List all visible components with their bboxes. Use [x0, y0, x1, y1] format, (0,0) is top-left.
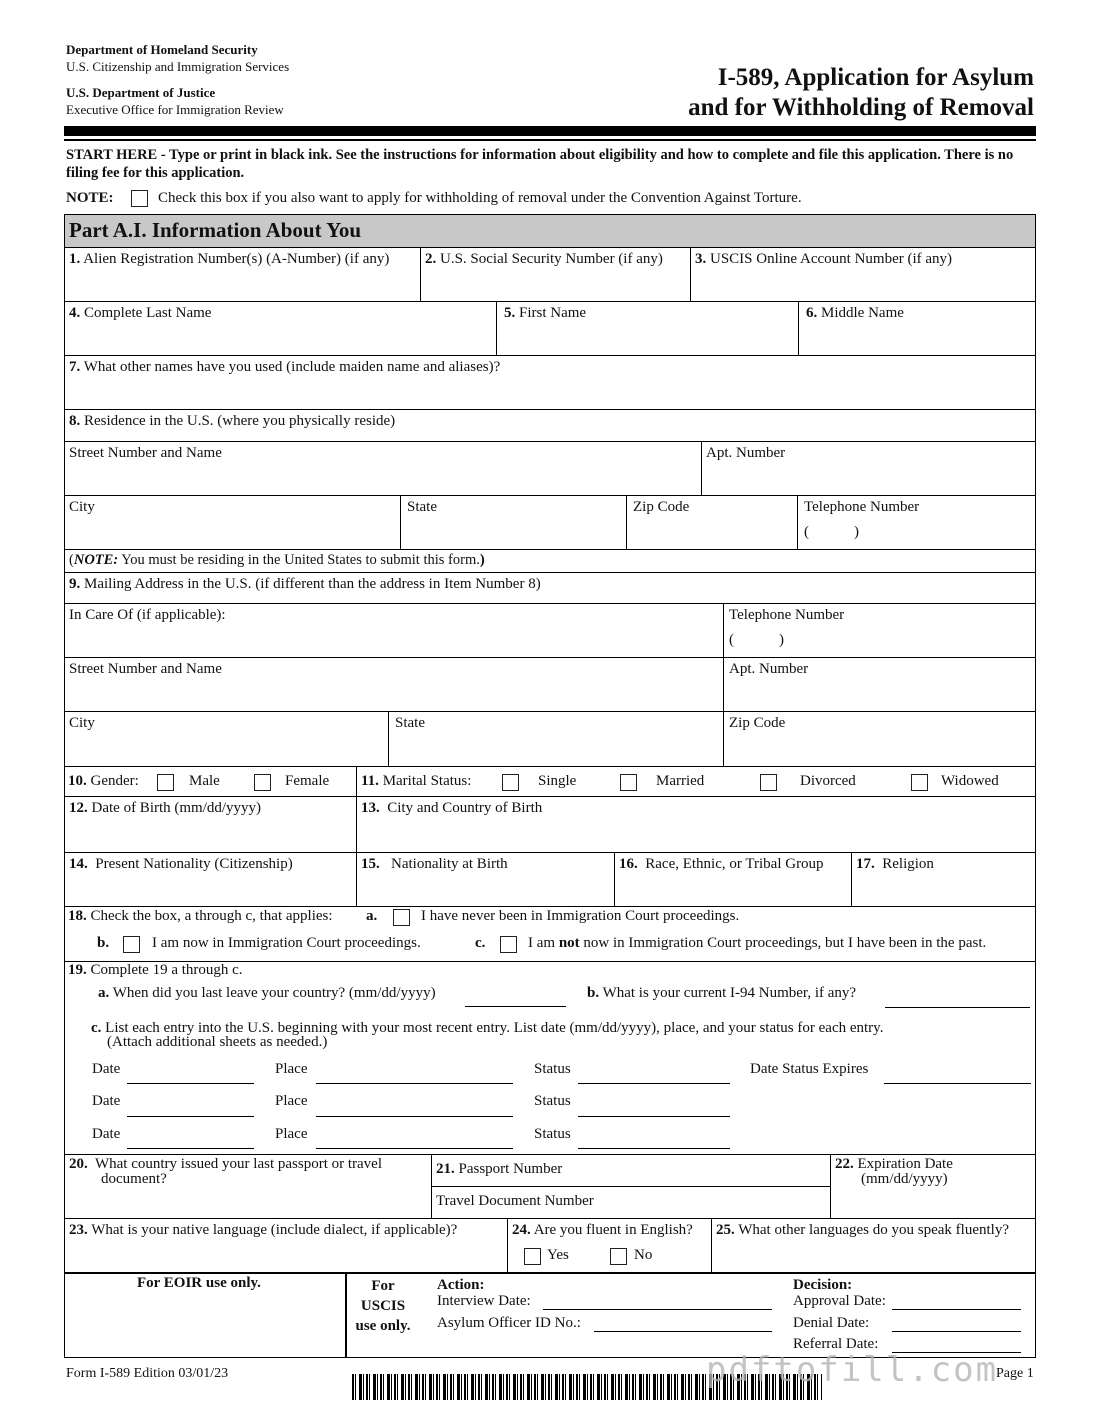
f17-num: 17. — [856, 856, 875, 872]
f16-label: Race, Ethnic, or Tribal Group — [645, 856, 824, 872]
field-a-number[interactable] — [65, 248, 421, 302]
interview-date-input[interactable] — [543, 1309, 772, 1310]
officer-label: Asylum Officer ID No.: — [437, 1315, 581, 1331]
f8-street-label: Street Number and Name — [69, 445, 222, 461]
f9-city-label: City — [69, 715, 95, 731]
official-divider — [345, 1273, 347, 1358]
f9-street-label: Street Number and Name — [69, 661, 222, 677]
f19-a-text: When did you last leave your country? (mm/dd/yyyy) — [112, 985, 436, 1001]
entry3-status-input[interactable] — [578, 1148, 730, 1149]
f3-num: 3. — [695, 251, 707, 267]
f7-num: 7. — [69, 359, 81, 375]
field-other-languages[interactable] — [712, 1219, 1035, 1273]
field-residence-street[interactable] — [65, 442, 702, 496]
note2-text: You must be residing in the United States to submit this form. — [118, 552, 480, 568]
form-edition: Form I-589 Edition 03/01/23 — [66, 1366, 229, 1381]
field-expiration[interactable] — [831, 1155, 1035, 1219]
part-title: Part A.I. Information About You — [65, 215, 1035, 248]
f8-zip-label: Zip Code — [633, 499, 690, 515]
field-nationality-birth[interactable] — [357, 853, 615, 907]
f19-a: a. — [98, 985, 110, 1001]
note2-bold: NOTE: — [73, 552, 119, 568]
uscis-use-1: For — [371, 1278, 395, 1294]
decision-label: Decision: — [793, 1277, 853, 1293]
marital-divorced-label: Divorced — [800, 773, 856, 789]
f9-apt-label: Apt. Number — [729, 661, 809, 677]
header-rule — [64, 126, 1036, 136]
f19-a-label — [98, 985, 436, 1002]
field-passport-country[interactable] — [65, 1155, 432, 1219]
f12-label: Date of Birth (mm/dd/yyyy) — [91, 800, 262, 816]
gender-male-checkbox[interactable] — [157, 774, 174, 791]
note-label: NOTE: — [66, 190, 114, 206]
f18-c-post: now in Immigration Court proceedings, but I have been in the past. — [579, 935, 987, 951]
f9-state-label: State — [395, 715, 425, 731]
field-nationality[interactable] — [65, 853, 357, 907]
f20-label: What country issued your last passport or travel — [94, 1156, 382, 1172]
field-mail-state[interactable] — [389, 712, 724, 767]
header-rule-thin — [64, 139, 1036, 141]
field-residence-apt[interactable] — [702, 442, 1035, 496]
field-native-language[interactable] — [65, 1219, 508, 1273]
marital-married-label: Married — [656, 773, 705, 789]
f18-c: c. — [475, 935, 486, 951]
approval-date-input[interactable] — [892, 1309, 1021, 1310]
entry3-place-label: Place — [275, 1126, 308, 1142]
f13-num: 13. — [361, 800, 380, 816]
marital-single-checkbox[interactable] — [502, 774, 519, 791]
english-yes-label: Yes — [547, 1247, 569, 1263]
field-ssn[interactable] — [421, 248, 691, 302]
cat-note — [66, 190, 802, 207]
f19-num: 19. — [68, 962, 87, 978]
field-first-name[interactable] — [497, 302, 799, 356]
f19-c-text: List each entry into the U.S. beginning with your most recent entry. List date (mm/dd/yyyy), place, and your status for each entry. — [105, 1020, 884, 1036]
entry1-place-input[interactable] — [316, 1083, 513, 1084]
gender-male-label: Male — [189, 773, 220, 789]
f14-num: 14. — [69, 856, 88, 872]
f8-phone-paren: ( ) — [804, 524, 859, 540]
entry1-date-input[interactable] — [127, 1083, 254, 1084]
page-number: Page 1 — [996, 1366, 1034, 1381]
field-other-names[interactable] — [65, 356, 1035, 410]
f7-label: What other names have you used (include maiden name and aliases)? — [83, 359, 501, 375]
f20-label2: document? — [101, 1171, 167, 1187]
entry2-date-input[interactable] — [127, 1116, 254, 1117]
f8-city-label: City — [69, 499, 95, 515]
residency-note — [65, 550, 1035, 573]
f9-phone-label: Telephone Number — [729, 607, 845, 623]
entry1-date-label: Date — [92, 1061, 121, 1077]
field-religion[interactable] — [852, 853, 1035, 907]
f18-b-text: I am now in Immigration Court proceedings. — [152, 935, 421, 951]
dhs-label: Department of Homeland Security — [66, 42, 258, 57]
f20-num: 20. — [69, 1156, 88, 1172]
court-never-checkbox[interactable] — [393, 909, 410, 926]
entry1-status-label: Status — [534, 1061, 571, 1077]
field-mail-apt[interactable] — [724, 658, 1035, 712]
field-birth-place[interactable] — [357, 797, 1035, 853]
marital-married-checkbox[interactable] — [620, 774, 637, 791]
referral-label: Referral Date: — [793, 1336, 879, 1352]
uscis-use-3: use only. — [355, 1318, 411, 1334]
entry1-status-input[interactable] — [578, 1083, 730, 1084]
cat-checkbox[interactable] — [131, 190, 148, 207]
f13-label: City and Country of Birth — [387, 800, 543, 816]
f19-c: c. — [91, 1020, 102, 1036]
f1-num: 1. — [69, 251, 81, 267]
f22-label2: (mm/dd/yyyy) — [861, 1171, 948, 1187]
approval-label: Approval Date: — [793, 1293, 886, 1309]
f9-care-label: In Care Of (if applicable): — [69, 607, 226, 623]
field-last-name[interactable] — [65, 302, 497, 356]
entry1-expires-label: Date Status Expires — [750, 1061, 869, 1077]
marital-divorced-checkbox[interactable] — [760, 774, 777, 791]
mailing-heading — [65, 573, 1035, 604]
officer-id-input[interactable] — [594, 1331, 772, 1332]
entry2-status-label: Status — [534, 1093, 571, 1109]
field-residence-city[interactable] — [65, 496, 401, 550]
f11-num: 11. — [361, 773, 379, 789]
f10-num: 10. — [68, 773, 87, 789]
residence-heading — [65, 410, 1035, 442]
form-title — [688, 63, 1034, 123]
f19-b-label — [587, 985, 856, 1002]
f19-c-text2: (Attach additional sheets as needed.) — [107, 1034, 328, 1050]
f18-c-bold: not — [558, 935, 580, 951]
f5-num: 5. — [504, 305, 516, 321]
field-mail-zip[interactable] — [724, 712, 1035, 767]
court-past-checkbox[interactable] — [500, 936, 517, 953]
f4-label: Complete Last Name — [84, 305, 212, 321]
f18-a: a. — [366, 908, 378, 924]
uscis-label: U.S. Citizenship and Immigration Services — [66, 59, 290, 74]
field-residence-state[interactable] — [401, 496, 627, 550]
f8-apt-label: Apt. Number — [706, 445, 786, 461]
f19-b-text: What is your current I-94 Number, if any? — [602, 985, 857, 1001]
f18-label — [68, 908, 333, 925]
f1-label: Alien Registration Number(s) (A-Number) (if any) — [83, 251, 390, 267]
field-dob[interactable] — [65, 797, 357, 853]
note2-close: ) — [479, 552, 485, 568]
f19-text: Complete 19 a through c. — [90, 962, 243, 978]
f18-a-text: I have never been in Immigration Court proceedings. — [421, 908, 740, 924]
f23-num: 23. — [69, 1222, 88, 1238]
f9-zip-label: Zip Code — [729, 715, 786, 731]
form-title-line1: I-589, Application for Asylum — [717, 64, 1034, 91]
f12-num: 12. — [69, 800, 88, 816]
entry2-place-input[interactable] — [316, 1116, 513, 1117]
field-race[interactable] — [615, 853, 852, 907]
f19-b: b. — [587, 985, 600, 1001]
f11-label: Marital Status: — [382, 773, 472, 789]
marital-label — [361, 773, 471, 790]
f18-c-text — [528, 935, 986, 952]
f25-num: 25. — [716, 1222, 735, 1238]
entry2-status-input[interactable] — [578, 1116, 730, 1117]
uscis-use-2: USCIS — [360, 1298, 406, 1314]
f18-c-pre: I am — [528, 935, 559, 951]
f4-num: 4. — [69, 305, 81, 321]
court-now-checkbox[interactable] — [123, 936, 140, 953]
f2-label: U.S. Social Security Number (if any) — [440, 251, 663, 267]
f18-text: Check the box, a through c, that applies: — [90, 908, 333, 924]
f14-label: Present Nationality (Citizenship) — [95, 856, 293, 872]
gender-female-checkbox[interactable] — [254, 774, 271, 791]
f9-label: Mailing Address in the U.S. (if different than the address in Item Number 8) — [84, 576, 541, 592]
f8-label: Residence in the U.S. (where you physically reside) — [84, 413, 396, 429]
eoir-label: Executive Office for Immigration Review — [66, 102, 284, 117]
field-mail-careof[interactable] — [65, 604, 724, 658]
uscis-use-label — [350, 1276, 416, 1336]
f8-num: 8. — [69, 413, 81, 429]
form-title-line2: and for Withholding of Removal — [688, 94, 1034, 121]
f9-phone-paren: ( ) — [729, 632, 784, 648]
denial-date-input[interactable] — [892, 1331, 1021, 1332]
eoir-use-label: For EOIR use only. — [137, 1275, 261, 1291]
f21-label: Passport Number — [458, 1161, 563, 1177]
field-passport-number[interactable] — [432, 1155, 831, 1187]
doj-label: U.S. Department of Justice — [66, 85, 216, 100]
f18-b: b. — [97, 935, 110, 951]
marital-widowed-label: Widowed — [941, 773, 999, 789]
interview-label: Interview Date: — [437, 1293, 531, 1309]
f24-label: Are you fluent in English? — [533, 1222, 693, 1238]
f15-label: Nationality at Birth — [391, 856, 508, 872]
start-here-text: START HERE - Type or print in black ink. See the instructions for information about eligibility and how to complete and file this application. There is no filing fee for this application. — [66, 147, 1014, 181]
entry1-place-label: Place — [275, 1061, 308, 1077]
f17-label: Religion — [882, 856, 934, 872]
f22-label: Expiration Date — [857, 1156, 953, 1172]
i94-number-input[interactable] — [885, 1007, 1030, 1008]
f25-label: What other languages do you speak fluently? — [738, 1222, 1009, 1238]
f10-label: Gender: — [90, 773, 139, 789]
field-mail-city[interactable] — [65, 712, 389, 767]
english-no-label: No — [634, 1247, 653, 1263]
watermark: pdftofill.com — [706, 1350, 999, 1390]
entry2-date-label: Date — [92, 1093, 121, 1109]
entry3-status-label: Status — [534, 1126, 571, 1142]
marital-single-label: Single — [538, 773, 577, 789]
denial-label: Denial Date: — [793, 1315, 870, 1331]
field-uscis-account[interactable] — [691, 248, 1035, 302]
f6-num: 6. — [806, 305, 818, 321]
f21-travel-label: Travel Document Number — [436, 1193, 594, 1209]
entry3-date-label: Date — [92, 1126, 121, 1142]
f6-label: Middle Name — [821, 305, 904, 321]
entry2-place-label: Place — [275, 1093, 308, 1109]
entry3-date-input[interactable] — [127, 1148, 254, 1149]
field-residence-zip[interactable] — [627, 496, 798, 550]
action-label: Action: — [437, 1277, 485, 1293]
field-mail-street[interactable] — [65, 658, 724, 712]
f8-state-label: State — [407, 499, 437, 515]
note-text: Check this box if you also want to apply for withholding of removal under the Convention Against Torture. — [158, 190, 802, 206]
field-residence-phone[interactable] — [798, 496, 1035, 550]
f9-num: 9. — [69, 576, 81, 592]
entry1-expires-input[interactable] — [884, 1083, 1031, 1084]
gender-female-label: Female — [285, 773, 330, 789]
f18-num: 18. — [68, 908, 87, 924]
f24-num: 24. — [512, 1222, 531, 1238]
field-travel-doc[interactable] — [432, 1187, 831, 1219]
last-left-date-input[interactable] — [465, 1006, 566, 1007]
note2-open: ( — [69, 552, 74, 568]
f8-phone-label: Telephone Number — [804, 499, 920, 515]
english-no-checkbox[interactable] — [610, 1248, 627, 1265]
f16-num: 16. — [619, 856, 638, 872]
f19-label — [68, 962, 243, 979]
f23-label: What is your native language (include dialect, if applicable)? — [91, 1222, 458, 1238]
field-middle-name[interactable] — [799, 302, 1035, 356]
marital-widowed-checkbox[interactable] — [911, 774, 928, 791]
f3-label: USCIS Online Account Number (if any) — [710, 251, 953, 267]
f15-num: 15. — [361, 856, 380, 872]
gender-label — [68, 773, 139, 790]
field-mail-phone[interactable] — [724, 604, 1035, 658]
f2-num: 2. — [425, 251, 437, 267]
f21-num: 21. — [436, 1161, 455, 1177]
f22-num: 22. — [835, 1156, 854, 1172]
english-yes-checkbox[interactable] — [524, 1248, 541, 1265]
f5-label: First Name — [519, 305, 587, 321]
official-rule — [64, 1272, 1036, 1274]
entry3-place-input[interactable] — [316, 1148, 513, 1149]
